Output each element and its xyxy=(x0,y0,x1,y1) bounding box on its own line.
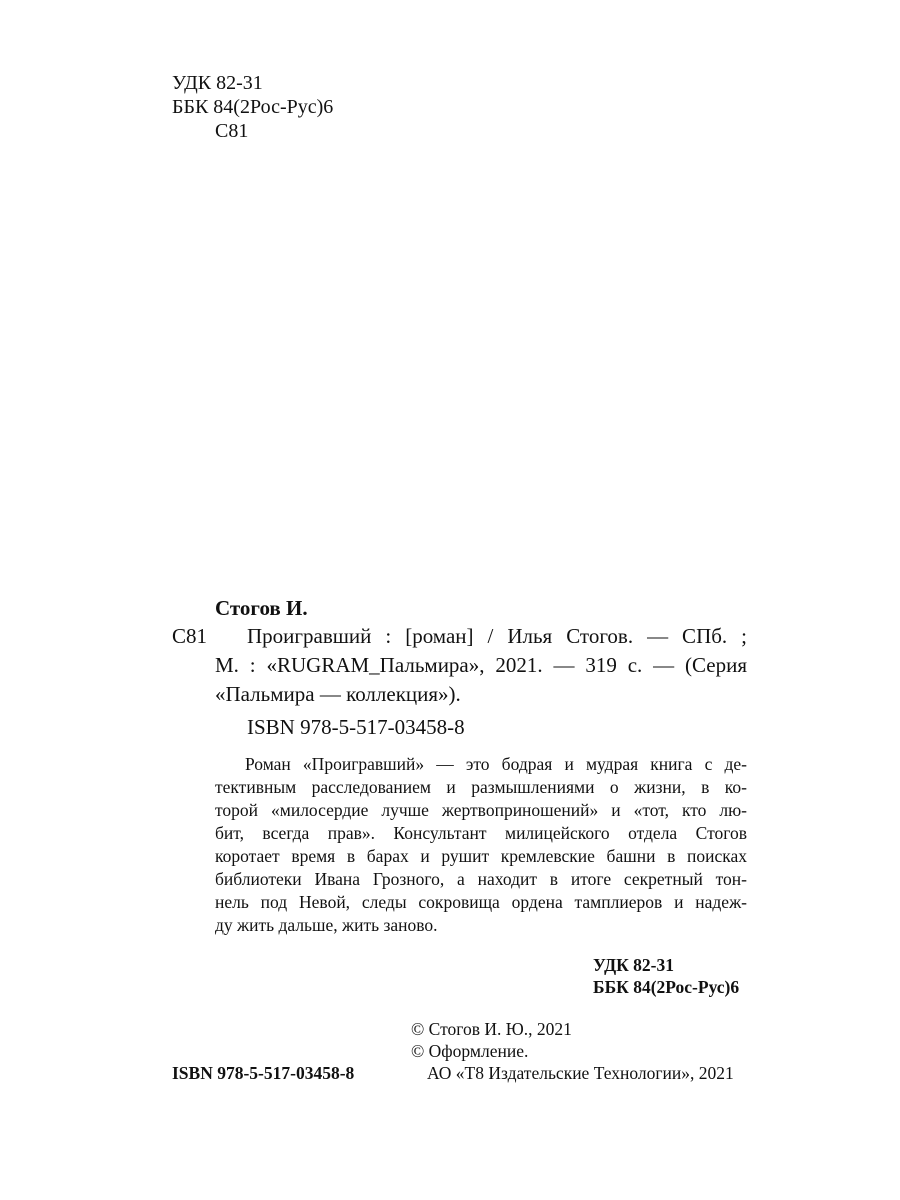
entry-isbn: ISBN 978-5-517-03458-8 xyxy=(247,715,465,739)
entry-call-number: С81 xyxy=(172,624,208,648)
annotation-line-6: библиотеки Ивана Грозного, а находит в итоге секретный тон- xyxy=(215,869,747,889)
udk-code-top: УДК 82-31 xyxy=(172,72,263,94)
annotation-line-5: коротает время в барах и рушит кремлевские башни в поисках xyxy=(215,846,747,866)
copyright-author: © Стогов И. Ю., 2021 xyxy=(411,1019,572,1039)
copyright-design: © Оформление. xyxy=(411,1041,529,1061)
annotation-line-7: нель под Невой, следы сокровища ордена тамплиеров и надеж- xyxy=(215,892,747,912)
annotation-line-4: бит, всегда прав». Консультант милицейского отдела Стогов xyxy=(215,823,747,843)
entry-line-3: «Пальмира — коллекция»). xyxy=(215,682,461,706)
annotation-line-3: торой «милосердие лучше жертвоприношений» и «тот, кто лю- xyxy=(215,800,747,820)
isbn-bottom: ISBN 978-5-517-03458-8 xyxy=(172,1063,355,1083)
annotation-line-8: ду жить дальше, жить заново. xyxy=(215,915,438,935)
bbk-code-bottom: ББК 84(2Рос-Рус)6 xyxy=(593,977,740,997)
copyright-publisher: АО «Т8 Издательские Технологии», 2021 xyxy=(427,1063,734,1083)
udk-code-bottom: УДК 82-31 xyxy=(593,955,675,975)
entry-line-1: Проигравший : [роман] / Илья Стогов. — СПб. ; xyxy=(247,624,747,648)
annotation-line-1: Роман «Проигравший» — это бодрая и мудрая книга с де- xyxy=(245,754,747,774)
annotation-line-2: тективным расследованием и размышлениями о жизни, в ко- xyxy=(215,777,747,797)
entry-author: Стогов И. xyxy=(215,596,308,620)
author-sign-top: С81 xyxy=(215,120,249,142)
bbk-code-top: ББК 84(2Рос-Рус)6 xyxy=(172,96,334,118)
entry-line-2: М. : «RUGRAM_Пальмира», 2021. — 319 с. — (Серия xyxy=(215,653,747,677)
